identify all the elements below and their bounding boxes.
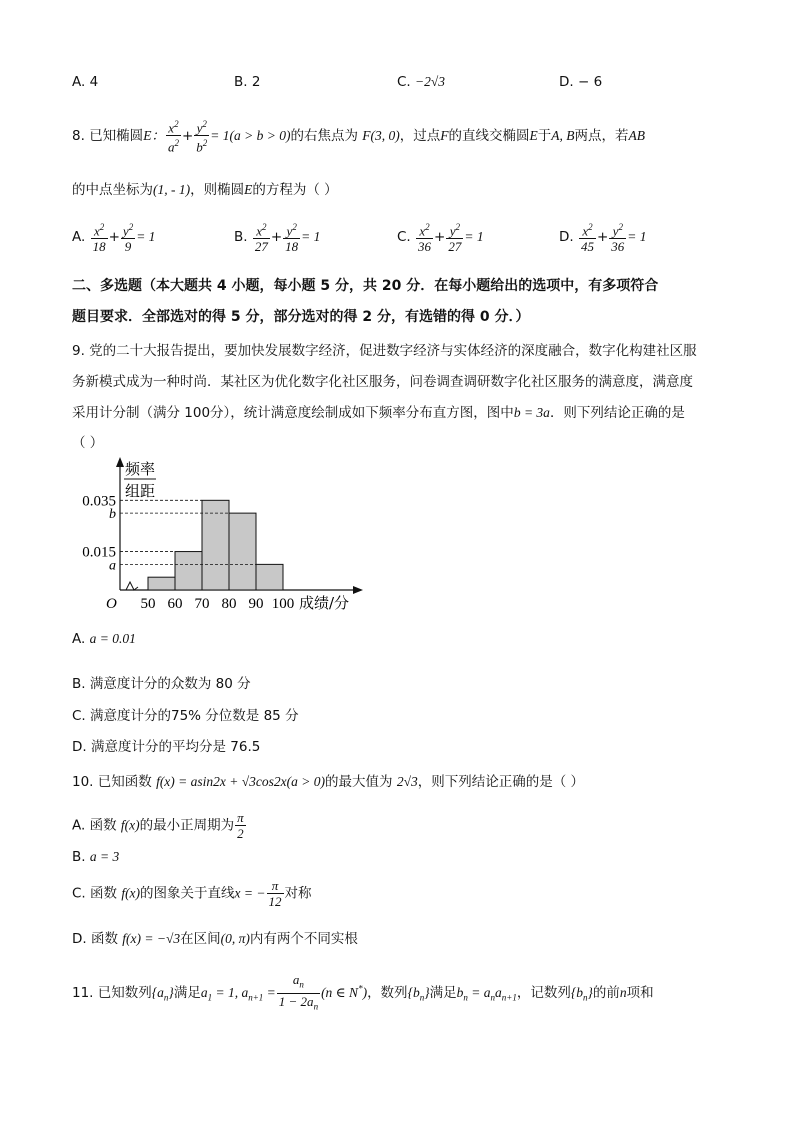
q11-line-1: 11. 已知数列$\{a_n\}$满足$a_1 = 1$, $a_{n+1}$ = $\frac{a_n}{1 - 2a_n}$ (n ∈ N*)，数列$\{b_n\}$满足$b_n = a_na_{n+1}$，记数列$\{b_n\}$的前n项和 xyxy=(72,972,654,1012)
x-tick-label: 100 xyxy=(271,596,295,612)
q8-line-2: 的中点坐标为(1, - 1)，则椭圆E的方程为（ ） xyxy=(72,182,338,198)
y-axis-arrow xyxy=(116,457,124,467)
q10-line-1: 10. 已知函数 f(x) = asin2x + √3cos2x(a > 0)的最大值为 2√3，则下列结论正确的是（ ） xyxy=(72,774,585,790)
x-tick-label: 60 xyxy=(167,596,183,612)
histogram-bar xyxy=(202,500,229,590)
x-tick-label: 90 xyxy=(248,596,264,612)
q7-option-d: D. − 6 xyxy=(559,74,603,90)
x-axis-label: 成绩/分 xyxy=(299,594,350,612)
axis-break xyxy=(126,582,138,590)
x-tick-label: 70 xyxy=(194,596,210,612)
origin-label: O xyxy=(106,596,117,612)
q7-option-b: B. 2 xyxy=(234,74,261,90)
histogram-bar xyxy=(175,552,202,590)
y-axis-label-top: 频率 xyxy=(125,460,156,478)
x-tick-label: 50 xyxy=(140,596,156,612)
q9-line-4: （ ） xyxy=(72,435,104,451)
q9-option-b: B. 满意度计分的众数为 80 分 xyxy=(72,676,251,692)
q9-line-2: 务新模式成为一种时尚．某社区为优化数字化社区服务，问卷调查调研数字化社区服务的满意度，满意度 xyxy=(72,374,693,390)
y-tick-label: 0.015 xyxy=(82,544,116,561)
y-tick-label: 0.035 xyxy=(82,493,116,510)
x-axis-arrow xyxy=(353,586,363,594)
q7-option-c: C. −2√3 xyxy=(397,74,446,90)
q10-option-a: A. 函数 f(x)的最小正周期为 $\frac{\pi}{2}$ xyxy=(72,810,244,841)
q10-option-d: D. 函数 f(x) = −√3在区间(0, π)内有两个不同实根 xyxy=(72,931,358,947)
x-tick-label: 80 xyxy=(221,596,237,612)
histogram-bar xyxy=(229,513,256,590)
q8-line-1: 8. 已知椭圆E： $\frac{x^2}{a^2}$ + $\frac{y^2}{b^2}$ = 1(a > b > 0)的右焦点为 F(3, 0)，过点F的直线交椭圆E于A, B两点，若AB xyxy=(72,119,645,155)
q9-line-3: 采用计分制（满分 100分），统计满意度绘制成如下频率分布直方图，图中b = 3a．则下列结论正确的是 xyxy=(72,405,685,421)
q8-option-d: D. $\frac{x^2}{45}$ + $\frac{y^2}{36}$ = 1 xyxy=(559,222,647,255)
q9-option-a: A. a = 0.01 xyxy=(72,631,136,647)
q8-option-c: C. $\frac{x^2}{36}$ + $\frac{y^2}{27}$ = 1 xyxy=(397,222,484,255)
section-2-heading-line-1: 二、多选题（本大题共 4 小题，每小题 5 分，共 20 分．在每小题给出的选项中，有多项符合 xyxy=(72,278,659,294)
q9-option-d: D. 满意度计分的平均分是 76.5 xyxy=(72,739,261,755)
q8-option-a: A. $\frac{x^2}{18}$ + $\frac{y^2}{9}$ = 1 xyxy=(72,222,156,255)
q10-option-b: B. a = 3 xyxy=(72,849,120,865)
frequency-histogram xyxy=(60,455,370,615)
q8-frac-x: $\frac{x^2}{a^2}$ xyxy=(167,119,179,155)
q8-frac-y: $\frac{y^2}{b^2}$ xyxy=(196,119,208,155)
y-axis-label-bottom: 组距 xyxy=(125,482,156,500)
q9-line-1: 9. 党的二十大报告提出，要加快发展数字经济，促进数字经济与实体经济的深度融合，数字化构建社区服 xyxy=(72,343,697,359)
y-tick-label: b xyxy=(109,507,116,523)
q8-option-b: B. $\frac{x^2}{27}$ + $\frac{y^2}{18}$ = 1 xyxy=(234,222,321,255)
histogram-bar xyxy=(148,577,175,590)
q7-option-a: A. 4 xyxy=(72,74,99,90)
histogram-bar xyxy=(256,564,283,590)
q9-option-c: C. 满意度计分的75% 分位数是 85 分 xyxy=(72,708,299,724)
y-tick-label: a xyxy=(109,558,116,574)
q10-option-c: C. 函数 f(x)的图象关于直线x = − $\frac{\pi}{12}$ 对称 xyxy=(72,878,312,909)
section-2-heading-line-2: 题目要求．全部选对的得 5 分，部分选对的得 2 分，有选错的得 0 分．） xyxy=(72,309,530,325)
